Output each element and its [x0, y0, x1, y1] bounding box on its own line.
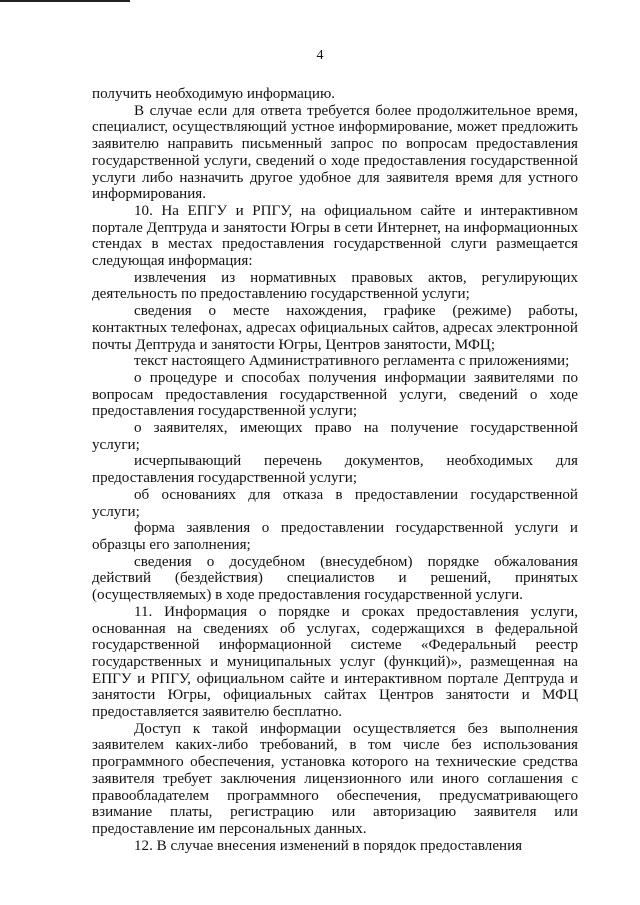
list-item: об основаниях для отказа в предоставлении государственной услуги;: [92, 486, 578, 520]
list-item: о заявителях, имеющих право на получение государственной услуги;: [92, 420, 578, 453]
paragraph-item-12: 12. В случае внесения изменений в порядок предоставления: [134, 837, 523, 854]
list-item: извлечения из нормативных правовых актов, регулирующих деятельность по предоставлению государственной услуги;: [92, 269, 578, 303]
list-item: сведения о досудебном (внесудебном) порядке обжалования действий (бездействия) специалистов и решений, принятых (осуществляемых) в ходе предоставления государственной услуги.: [92, 553, 578, 604]
document-body: [92, 86, 578, 854]
list-item: сведения о месте нахождения, графике (режиме) работы, контактных телефонах, адресах официальных сайтов, адресах электронной почты Дептруда и занятости Югры, Центров занятости, МФЦ;: [92, 303, 578, 353]
paragraph-item-11: 11. Информация о порядке и сроках предоставления услуги, основанная на сведениях об услугах, содержащихся в федеральной государственной информационной системе «Федеральный реестр государственных и муниципальных услуг (функций)», размещенная на ЕПГУ и РПГУ, официальном сайте и интерактивном портале Дептруда и занятости Югры, официальных сайтах Центров занятости и МФЦ предоставляется заявителю бесплатно.: [92, 603, 578, 721]
list-item: текст настоящего Административного регламента с приложениями;: [134, 353, 570, 370]
list-item: о процедуре и способах получения информации заявителями по вопросам предоставления государственной услуги, сведений о ходе предоставления государственной услуги;: [92, 369, 578, 420]
paragraph: получить необходимую информацию.: [92, 86, 335, 102]
scan-artifact-line: [0, 0, 130, 2]
paragraph: Доступ к такой информации осуществляется без выполнения заявителем каких-либо требований, в том числе без использования программного обеспечения, установка которого на технические средства заявителя требует заключения лицензионного или иного соглашения с правообладателем программного обеспечения, предусматривающего взимание платы, регистрацию или авторизацию заявителя или предоставление им персональных данных.: [92, 720, 578, 837]
list-item: исчерпывающий перечень документов, необходимых для предоставления государственной услуги;: [92, 453, 578, 487]
paragraph: В случае если для ответа требуется более продолжительное время, специалист, осуществляющий устное информирование, может предложить заявителю направить письменный запрос по вопросам предоставления государственной услуги, сведений о ходе предоставления государственной услуги либо назначить другое удобное для заявителя время для устного информирования.: [92, 102, 578, 203]
paragraph-item-10: 10. На ЕПГУ и РПГУ, на официальном сайте и интерактивном портале Дептруда и занятости Югры в сети Интернет, на информационных стендах в местах предоставления государственной слуги размещается следующая информация:: [92, 202, 578, 270]
page-number: 4: [316, 48, 324, 63]
list-item: форма заявления о предоставлении государственной услуги и образцы его заполнения;: [92, 520, 578, 553]
